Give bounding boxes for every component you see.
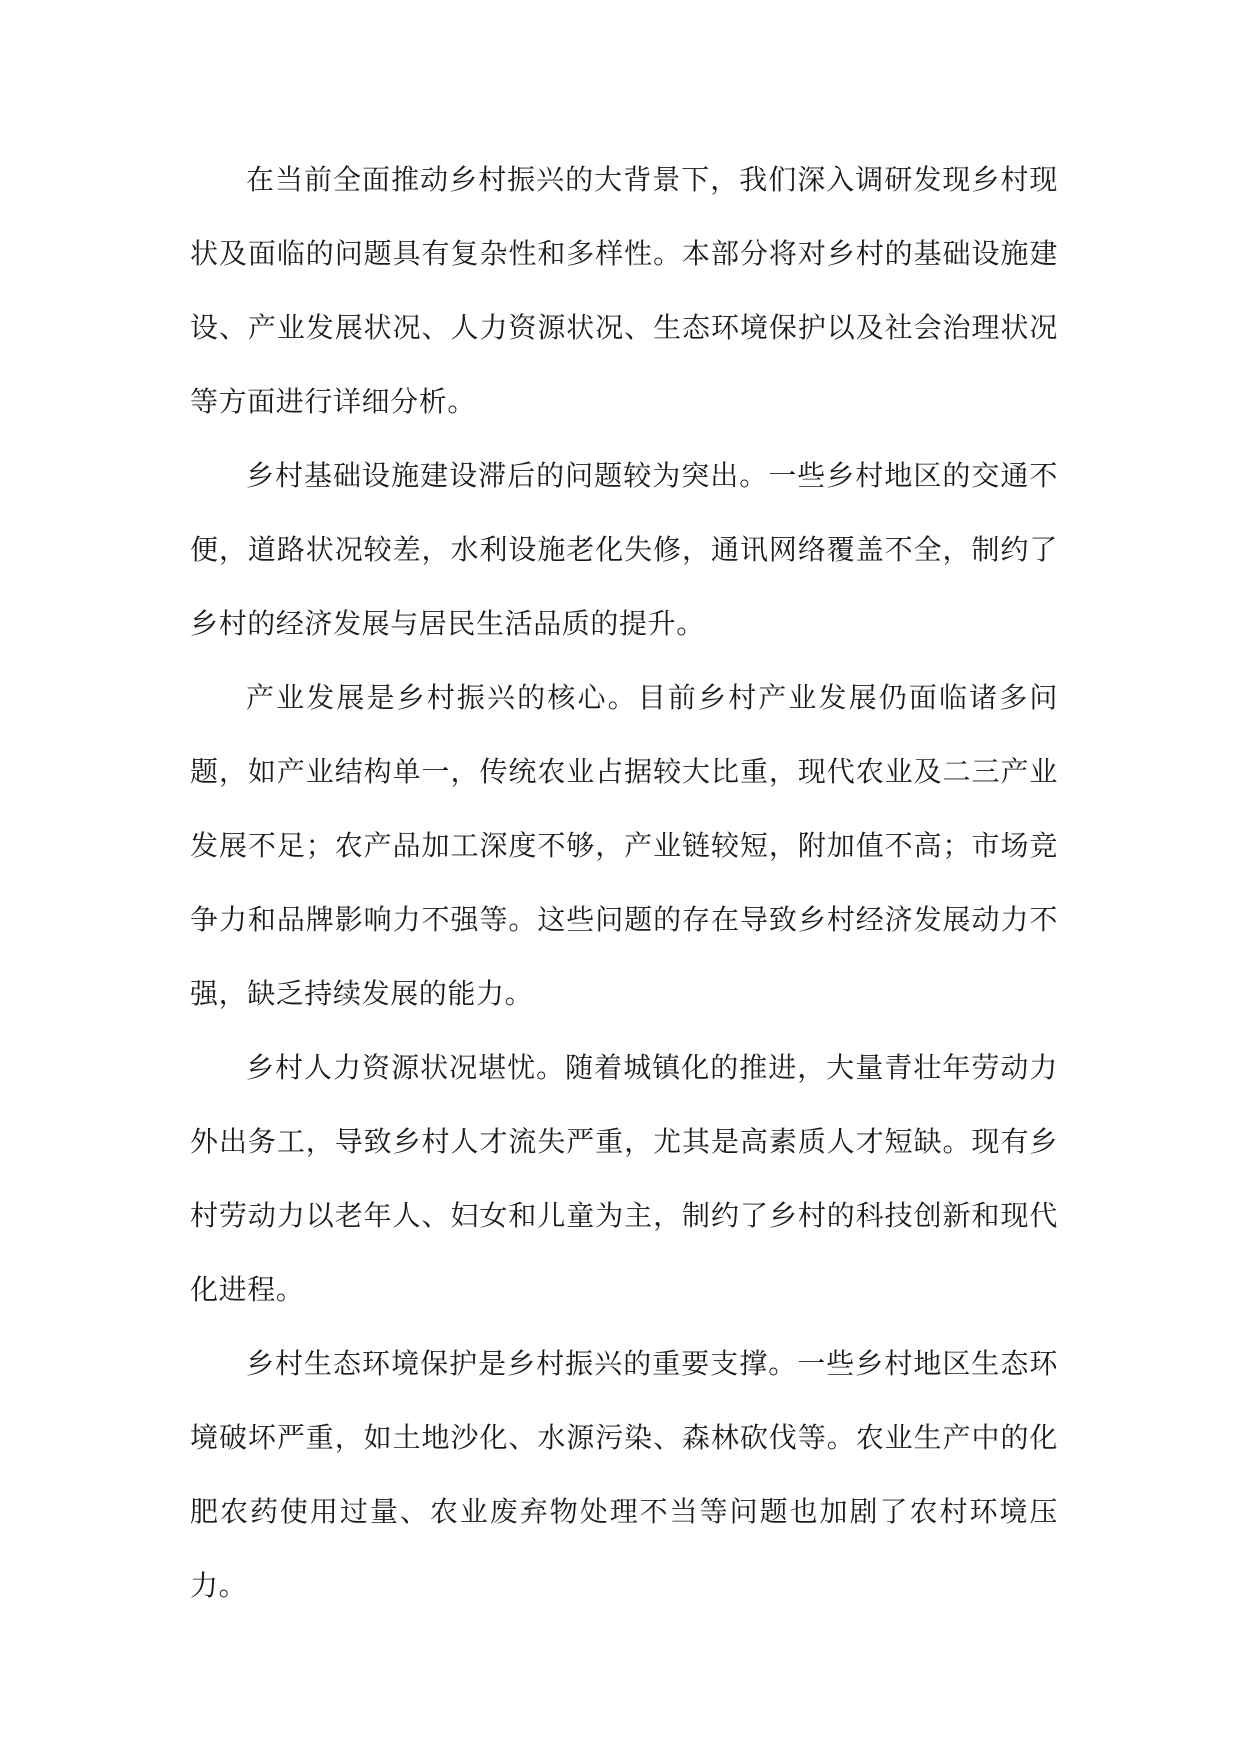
paragraph-infrastructure: 乡村基础设施建设滞后的问题较为突出。一些乡村地区的交通不便，道路状况较差，水利设施老化失修，通讯网络覆盖不全，制约了乡村的经济发展与居民生活品质的提升。 (190, 459, 1058, 640)
paragraph-industry: 产业发展是乡村振兴的核心。目前乡村产业发展仍面临诸多问题，如产业结构单一，传统农业占据较大比重，现代农业及二三产业发展不足；农产品加工深度不够，产业链较短，附加值不高；市场竞争力和品牌影响力不强等。这些问题的存在导致乡村经济发展动力不强，缺乏持续发展的能力。 (190, 681, 1058, 1010)
document-body (190, 143, 1058, 1623)
paragraph-ecology: 乡村生态环境保护是乡村振兴的重要支撑。一些乡村地区生态环境破坏严重，如土地沙化、水源污染、森林砍伐等。农业生产中的化肥农药使用过量、农业废弃物处理不当等问题也加剧了农村环境压力。 (190, 1347, 1058, 1602)
paragraph-overview: 在当前全面推动乡村振兴的大背景下，我们深入调研发现乡村现状及面临的问题具有复杂性和多样性。本部分将对乡村的基础设施建设、产业发展状况、人力资源状况、生态环境保护以及社会治理状况等方面进行详细分析。 (190, 163, 1058, 418)
paragraph-human-resources: 乡村人力资源状况堪忧。随着城镇化的推进，大量青壮年劳动力外出务工，导致乡村人才流失严重，尤其是高素质人才短缺。现有乡村劳动力以老年人、妇女和儿童为主，制约了乡村的科技创新和现代化进程。 (190, 1051, 1058, 1306)
